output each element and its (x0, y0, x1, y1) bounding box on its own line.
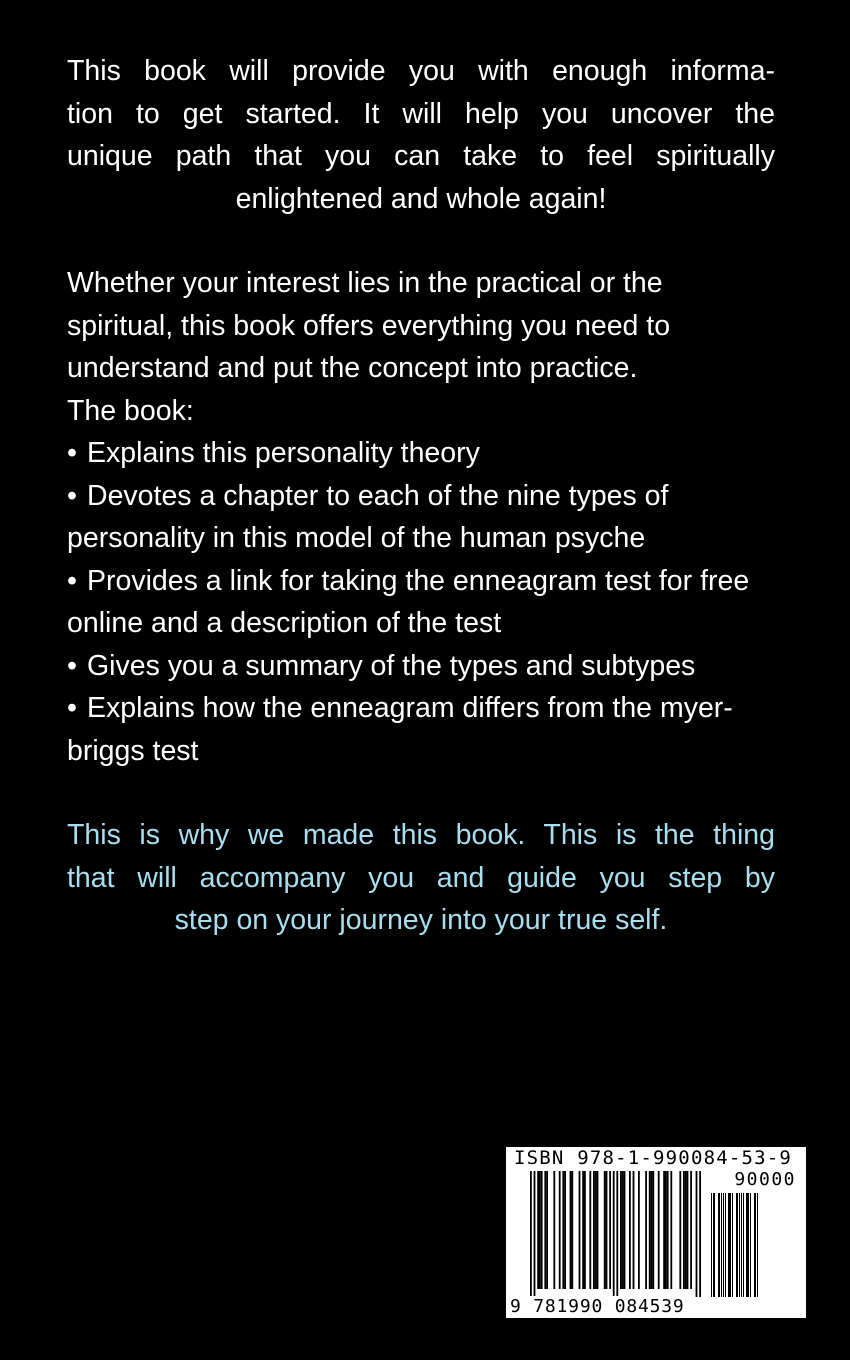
barcode-bar (696, 1171, 698, 1297)
ean-digits: 9 781990 084539 (510, 1296, 685, 1317)
addon-bar (732, 1193, 733, 1297)
description-paragraph-2 (67, 262, 775, 772)
barcode-bar (537, 1171, 539, 1289)
addon-bar (741, 1193, 742, 1297)
barcode-bar (683, 1171, 685, 1289)
addon-bar (711, 1193, 712, 1297)
bullet-icon: • (67, 564, 77, 597)
addon-bar (754, 1193, 755, 1297)
addon-bar (721, 1193, 722, 1297)
addon-bar (755, 1193, 756, 1297)
barcode-bar (589, 1171, 591, 1289)
paragraph-1-line-2: tion to get started. It will help you uncover the (67, 97, 775, 130)
barcode-bar (638, 1171, 640, 1289)
bullet-text: Devotes a chapter to each of the nine types of personality in this model of the human psyche (67, 479, 669, 554)
barcode-bar (584, 1171, 586, 1289)
paragraph-1-line-4: enlightened and whole again! (235, 182, 607, 215)
bullet-icon: • (67, 437, 77, 469)
bullet-text: Explains how the enneagram differs from the myer-briggs test (67, 692, 733, 767)
barcode-bar (571, 1171, 573, 1289)
addon-bar (714, 1193, 715, 1297)
barcode-bar (620, 1171, 622, 1289)
barcode-bar (663, 1171, 665, 1289)
barcode-bar (622, 1171, 624, 1289)
description-paragraph-1 (67, 50, 775, 220)
addon-bar (718, 1193, 719, 1297)
barcode-bar (670, 1171, 672, 1289)
barcode-bar (534, 1171, 536, 1297)
barcode-bar (658, 1171, 660, 1289)
addon-bar (736, 1193, 737, 1297)
addon-bar (729, 1193, 730, 1297)
bullet-text: Gives you a summary of the types and subtypes (87, 649, 696, 682)
addon-bar (728, 1193, 729, 1297)
barcode-bar (604, 1171, 606, 1289)
addon-bar (739, 1193, 740, 1297)
barcode-bar (687, 1171, 689, 1289)
barcode-bar (595, 1171, 597, 1289)
isbn-label: ISBN 978-1-990084-53-9 (514, 1147, 793, 1169)
barcode-bar (562, 1171, 564, 1289)
barcode-bar (649, 1171, 651, 1289)
addon-bar (713, 1193, 714, 1297)
barcode-bar (570, 1171, 572, 1289)
addon-bar (750, 1193, 751, 1297)
bullet-text: Explains this personality theory (87, 437, 480, 469)
feature-bullet-item (67, 560, 775, 645)
closing-paragraph (67, 814, 775, 942)
closing-line-1: This is why we made this book. This is the thing (67, 819, 775, 851)
addon-bar (723, 1193, 724, 1297)
barcode-bar (633, 1171, 635, 1289)
barcode-bar (544, 1171, 546, 1289)
barcode-bar (665, 1171, 667, 1289)
paragraph-1-line-1: This book will provide you with enough informa- (67, 55, 775, 87)
paragraph-2-line-2: spiritual, this book offers everything you need to (67, 309, 671, 342)
barcode-bar (690, 1171, 692, 1289)
feature-bullet-item (67, 475, 775, 560)
barcode-bar (616, 1171, 618, 1297)
bullet-icon: • (67, 479, 77, 512)
barcode-bar (645, 1171, 647, 1289)
feature-bullet-list (67, 432, 775, 772)
bullet-text: Provides a link for taking the enneagram test for free online and a description of the test (67, 564, 750, 639)
barcode-bar (651, 1171, 653, 1289)
addon-bar (746, 1193, 747, 1297)
isbn-barcode (506, 1147, 806, 1318)
paragraph-2-line-1: Whether your interest lies in the practical or the (67, 267, 663, 299)
barcode-bar (579, 1171, 581, 1289)
price-code: 90000 (734, 1169, 796, 1190)
barcode-bar (564, 1171, 566, 1289)
barcode-bar (606, 1171, 608, 1289)
barcode-bar (546, 1171, 548, 1289)
addon-bar (730, 1193, 731, 1297)
feature-bullet-item (67, 687, 775, 772)
barcode-bar (593, 1171, 595, 1289)
paragraph-2-line-4: The book: (67, 394, 194, 427)
barcode-bar (553, 1171, 555, 1289)
barcode-bar (679, 1171, 681, 1289)
feature-bullet-item (67, 432, 775, 475)
barcode-bar (667, 1171, 669, 1289)
closing-line-3: step on your journey into your true self. (174, 904, 668, 936)
addon-bar (719, 1193, 720, 1297)
addon-bar (757, 1193, 758, 1297)
barcode-bar (541, 1171, 543, 1289)
addon-bar (737, 1193, 738, 1297)
addon-bar (748, 1193, 749, 1297)
barcode-bar (613, 1171, 615, 1297)
barcode-bar (609, 1171, 611, 1289)
barcode-bar (597, 1171, 599, 1289)
barcode-bar (582, 1171, 584, 1289)
barcode-bar (685, 1171, 687, 1289)
barcode-bar (652, 1171, 654, 1289)
barcode-bar (559, 1171, 561, 1289)
paragraph-1-line-3: unique path that you can take to feel spiritually (67, 140, 775, 172)
addon-bar (747, 1193, 748, 1297)
feature-bullet-item (67, 645, 775, 688)
barcode-bar (530, 1171, 532, 1297)
closing-line-2: that will accompany you and guide you step by (67, 861, 775, 894)
paragraph-2-line-3: understand and put the concept into practice. (67, 352, 638, 384)
addon-bar (743, 1193, 744, 1297)
barcode-bar (699, 1171, 701, 1297)
barcode-bar (624, 1171, 626, 1289)
bullet-icon: • (67, 649, 77, 682)
barcode-bar (629, 1171, 631, 1289)
addon-bar (725, 1193, 726, 1297)
barcode-bar (539, 1171, 541, 1289)
bullet-icon: • (67, 692, 77, 724)
